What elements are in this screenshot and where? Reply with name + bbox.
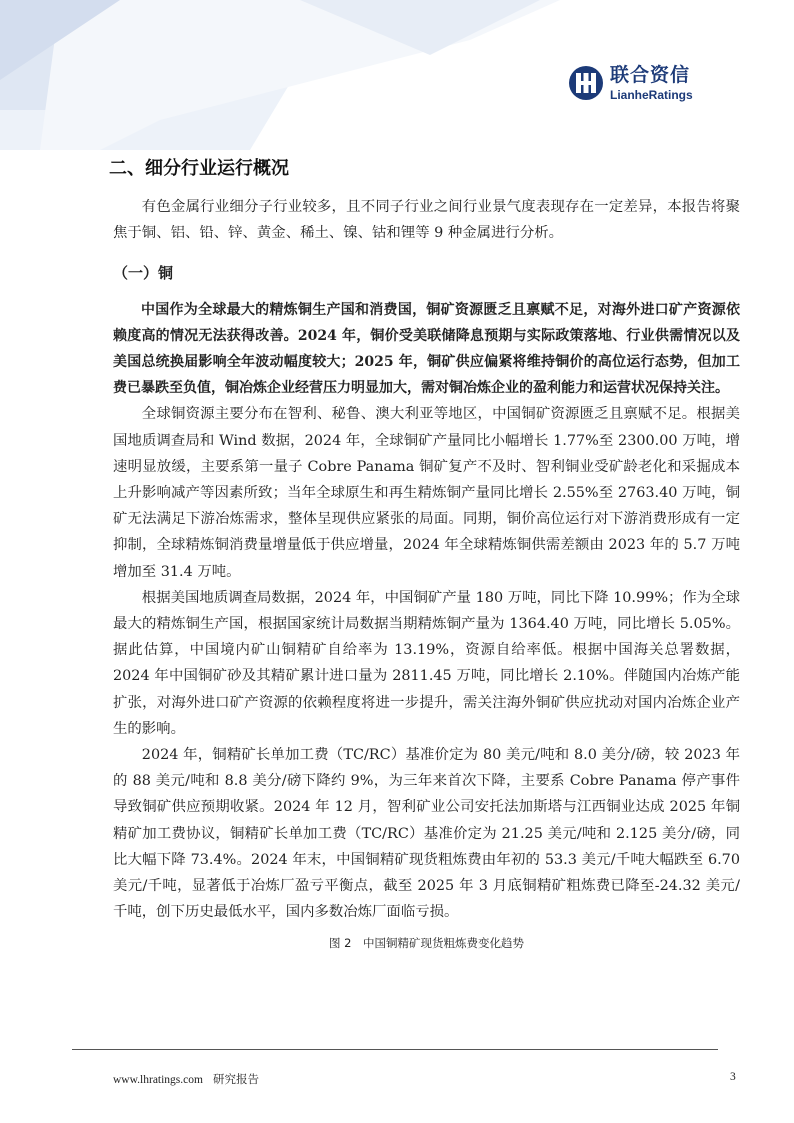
main-content [109, 150, 740, 951]
body-paragraph: 根据美国地质调查局数据，2024 年，中国铜矿产量 180 万吨，同比下降 10.99%；作为全球最大的精炼铜生产国，根据国家统计局数据当期精炼铜产量为 1364.40 万吨，同比增长 5.05%。据此估算，中国境内矿山铜精矿自给率为 13.19%，资源自给率低。根据中国海关总署数据，2024 年中国铜矿砂及其精矿累计进口量为 2811.45 万吨，同比增长 2.10%。伴随国内冶炼产能扩张，对海外进口矿产资源的依赖程度将进一步提升，需关注海外铜矿供应扰动对国内冶炼企业产生的影响。 [113, 589, 740, 737]
body-paragraph: 全球铜资源主要分布在智利、秘鲁、澳大利亚等地区，中国铜矿资源匮乏且禀赋不足。根据美国地质调查局和 Wind 数据，2024 年，全球铜矿产量同比小幅增长 1.77%至 2300.00 万吨，增速明显放缓，主要系第一量子 Cobre Panama 铜矿复产不及时、智利铜业受矿龄老化和采掘成本上升影响减产等因素所致；当年全球原生和再生精炼铜产量同比增长 2.55%至 2763.40 万吨，铜矿无法满足下游冶炼需求，整体呈现供应紧张的局面。同期，铜价高位运行对下游消费形成有一定抑制，全球精炼铜消费量增量低于供应增量，2024 年全球精炼铜供需差额由 2023 年的 5.7 万吨增加至 31.4 万吨。 [113, 406, 740, 580]
brand-logo [568, 62, 693, 104]
footer-doc-type: 研究报告 [212, 1074, 259, 1086]
footer-website[interactable]: www.lhratings.com [113, 1074, 203, 1086]
body-paragraph: 2024 年，铜精矿长单加工费（TC/RC）基准价定为 80 美元/吨和 8.0 美分/磅，较 2023 年的 88 美元/吨和 8.8 美分/磅下降约 9%，为三年来首次下降，主要系 Cobre Panama 停产事件导致铜矿供应预期收紧。2024 年 12 月，智利矿业公司安托法加斯塔与江西铜业达成 2025 年铜精矿加工费协议，铜精矿长单加工费（TC/RC）基准价定为 21.25 美元/吨和 2.125 美分/磅，同比大幅下降 73.4%。2024 年末，中国铜精矿现货粗炼费由年初的 53.3 美元/千吨大幅跌至 6.70 美元/千吨，显著低于冶炼厂盈亏平衡点，截至 2025 年 3 月底铜精矿粗炼费已降至-24.32 美元/千吨，创下历史最低水平，国内多数冶炼厂面临亏损。 [113, 747, 740, 921]
page-number: 3 [730, 1071, 736, 1083]
section-title: 二、细分行业运行概况 [109, 158, 289, 179]
figure-caption: 图 2 中国铜精矿现货粗炼费变化趋势 [329, 936, 524, 951]
subsection-title: （一）铜 [113, 264, 174, 283]
page-footer [113, 1071, 259, 1087]
brand-name-cn: 联合资信 [610, 63, 691, 86]
section-intro: 有色金属行业细分子行业较多，且不同子行业之间行业景气度表现存在一定差异，本报告将聚焦于铜、铝、铅、锌、黄金、稀土、镍、钴和锂等 9 种金属进行分析。 [113, 199, 740, 242]
brand-name-en: LianheRatings [610, 87, 693, 102]
footer-divider [72, 1049, 718, 1050]
lianhe-logo-icon [568, 65, 604, 101]
subsection-summary: 中国作为全球最大的精炼铜生产国和消费国，铜矿资源匮乏且禀赋不足，对海外进口矿产资源依赖度高的情况无法获得改善。2024 年，铜价受美联储降息预期与实际政策落地、行业供需情况以及美国总统换届影响全年波动幅度较大；2025 年，铜矿供应偏紧将维持铜价的高位运行态势，但加工费已暴跌至负值，铜冶炼企业经营压力明显加大，需对铜冶炼企业的盈利能力和运营状况保持关注。 [113, 302, 740, 397]
